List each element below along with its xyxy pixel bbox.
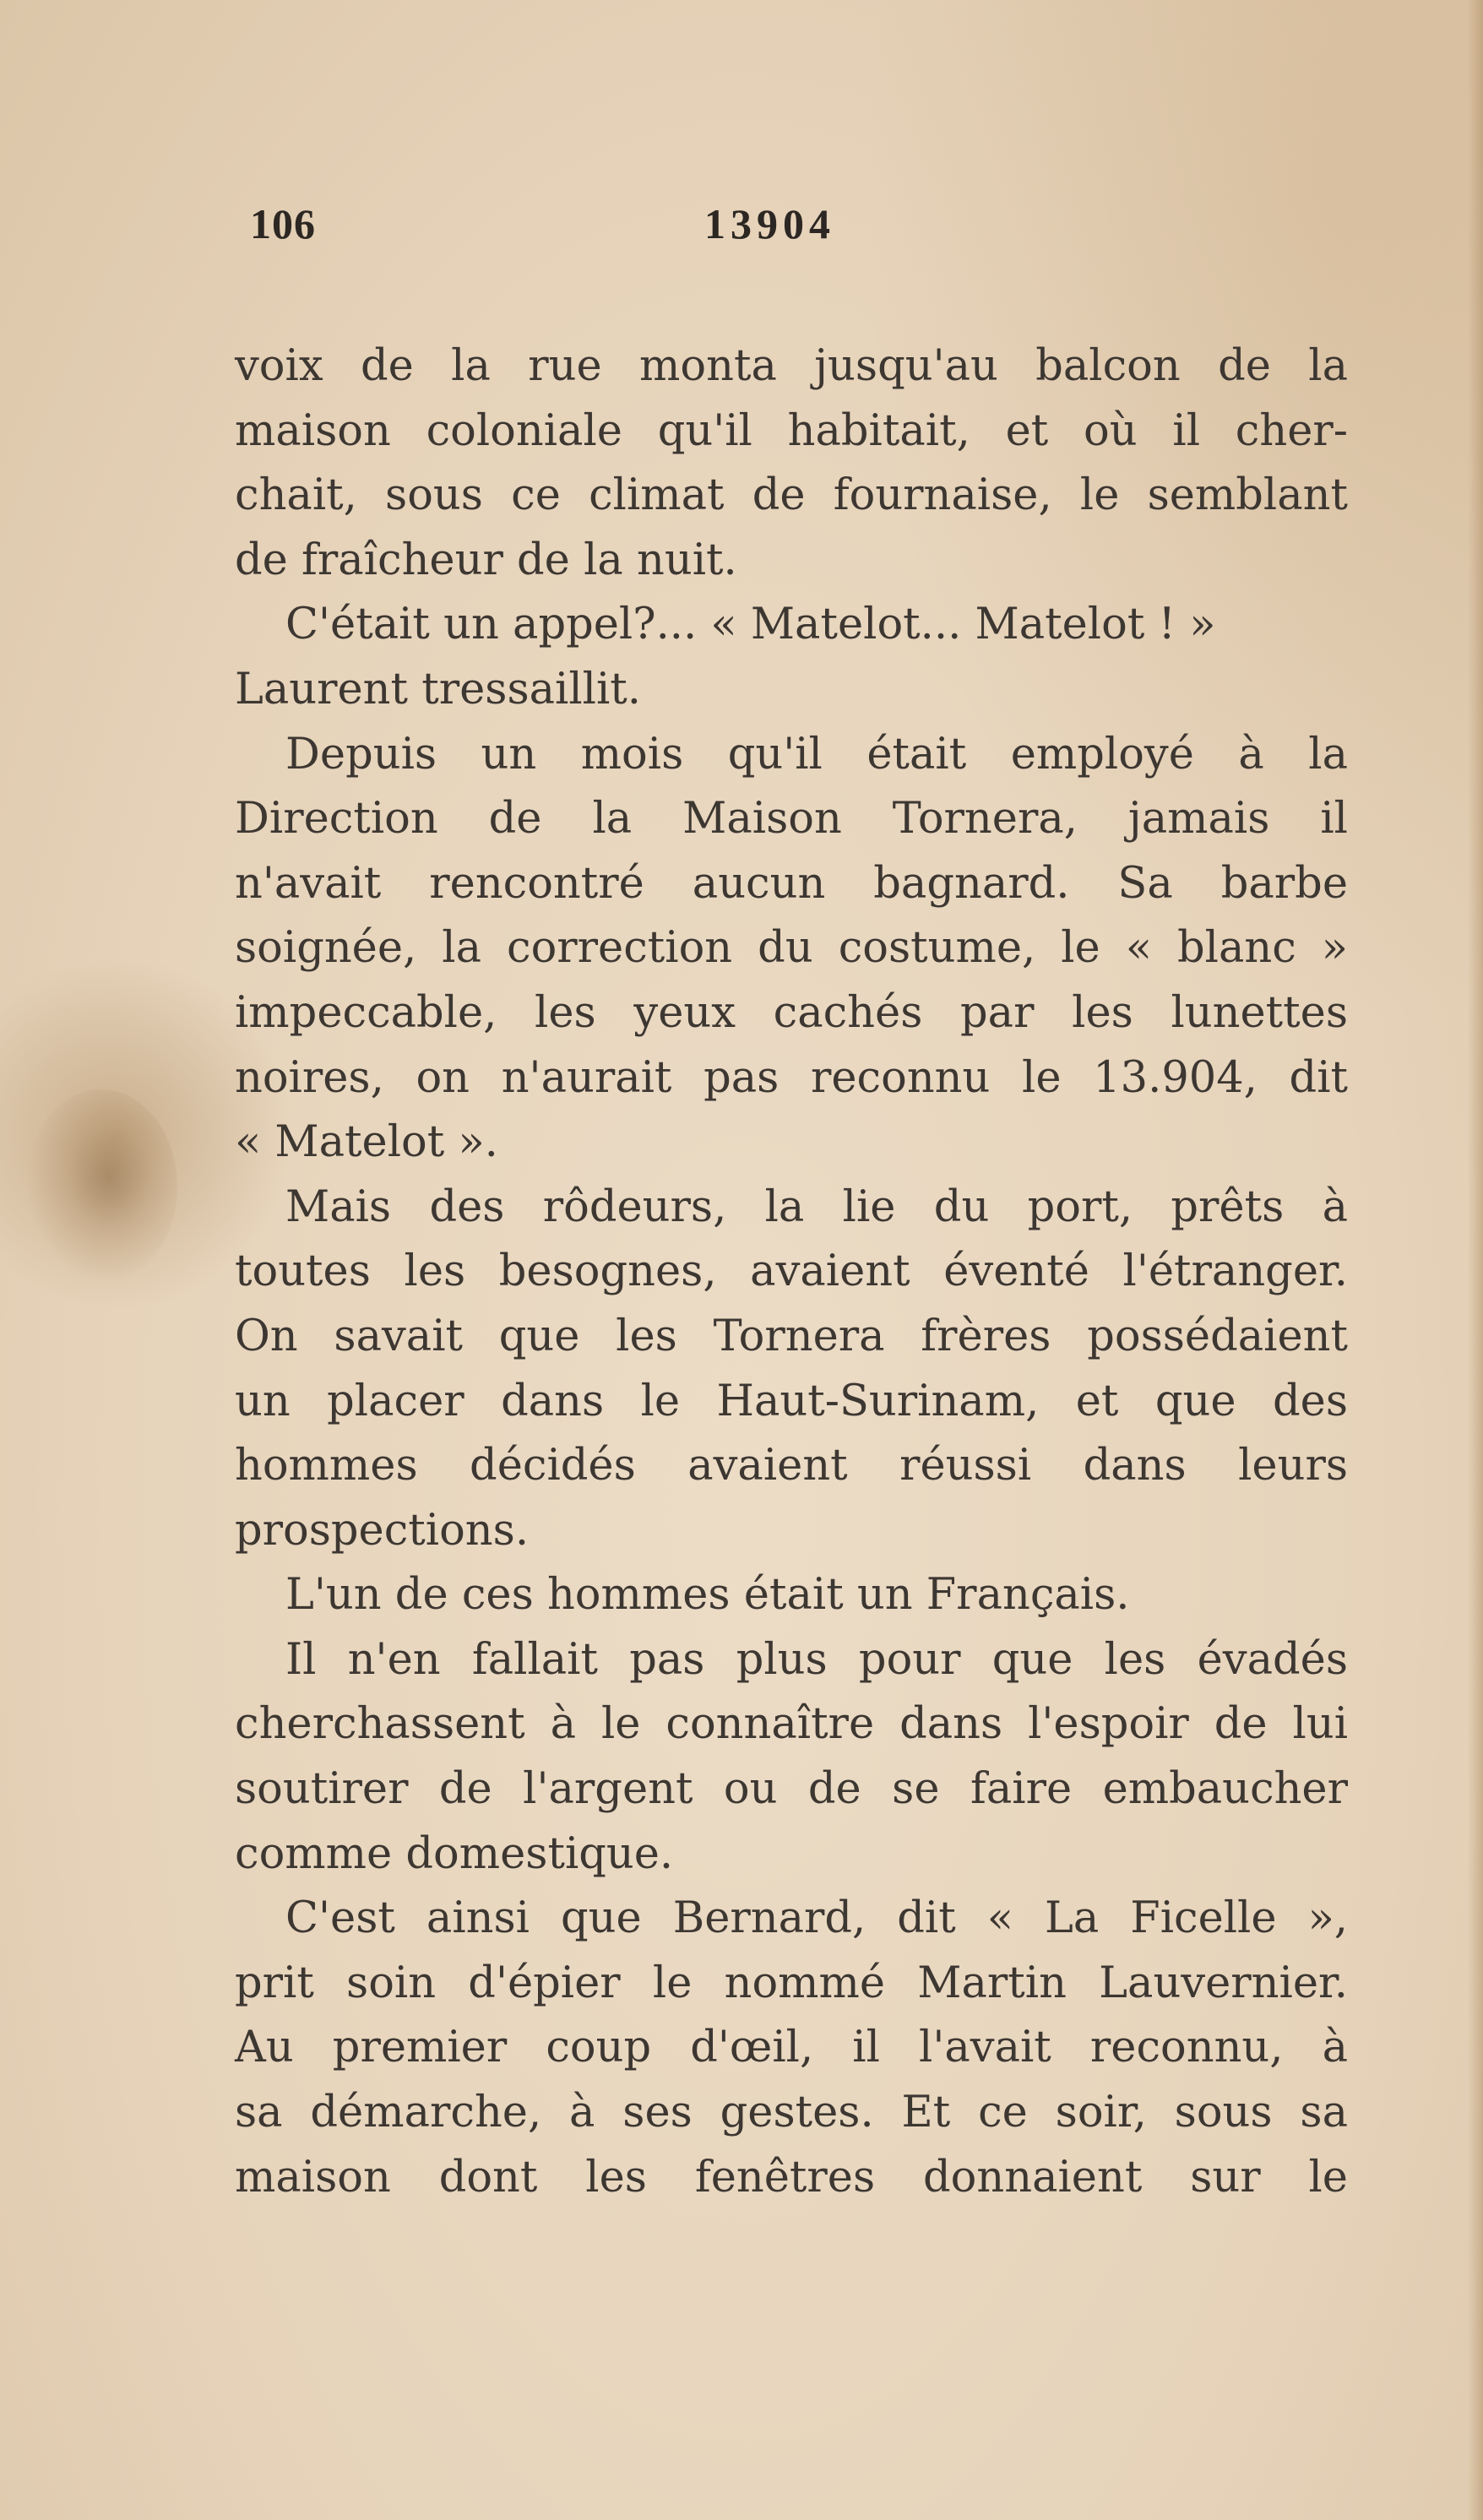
text-line: chait, sous ce climat de fournaise, le semblant — [235, 470, 1348, 521]
text-line: noires, on n'aurait pas reconnu le 13.904, dit — [235, 1052, 1348, 1103]
text-line: impeccable, les yeux cachés par les lunettes — [235, 987, 1348, 1038]
text-line: On savait que les Tornera frères possédaient — [235, 1311, 1348, 1361]
text-line: comme domestique. — [235, 1828, 674, 1879]
body-text — [235, 334, 1348, 2210]
paper-stain — [25, 1089, 177, 1284]
text-line: « Matelot ». — [235, 1117, 498, 1168]
text-line: L'un de ces hommes était un Français. — [285, 1570, 1130, 1621]
text-line: maison dont les fenêtres donnaient sur le — [235, 2152, 1348, 2202]
text-line: Mais des rôdeurs, la lie du port, prêts à — [285, 1181, 1348, 1232]
text-line: Depuis un mois qu'il était employé à la — [285, 729, 1348, 779]
text-line: un placer dans le Haut-Surinam, et que des — [235, 1376, 1348, 1426]
text-line: n'avait rencontré aucun bagnard. Sa barbe — [235, 858, 1348, 909]
text-line: Laurent tressaillit. — [235, 664, 641, 714]
text-line: voix de la rue monta jusqu'au balcon de la — [235, 341, 1348, 391]
text-line: soutirer de l'argent ou de se faire embaucher — [235, 1764, 1348, 1815]
text-line: Au premier coup d'œil, il l'avait reconnu, à — [235, 2023, 1348, 2073]
page-header — [250, 199, 1280, 258]
text-line: prit soin d'épier le nommé Martin Lauvernier. — [235, 1958, 1348, 2008]
text-line: Direction de la Maison Tornera, jamais il — [235, 794, 1348, 845]
text-line: C'était un appel?... « Matelot... Matelot ! » — [285, 600, 1216, 650]
text-line: soignée, la correction du costume, le « blanc » — [235, 923, 1348, 974]
text-line: sa démarche, à ses gestes. Et ce soir, sous sa — [235, 2088, 1348, 2138]
text-line: Il n'en fallait pas plus pour que les évadés — [285, 1634, 1348, 1685]
text-line: maison coloniale qu'il habitait, et où il cher- — [235, 405, 1348, 456]
text-line: prospections. — [235, 1505, 530, 1556]
page-number: 106 — [250, 200, 316, 247]
page-edge — [1468, 0, 1483, 2520]
text-line: de fraîcheur de la nuit. — [235, 535, 737, 585]
text-line: toutes les besognes, avaient éventé l'étranger. — [235, 1246, 1348, 1297]
running-head: 13904 — [704, 200, 835, 247]
text-line: C'est ainsi que Bernard, dit « La Ficelle », — [285, 1893, 1348, 1944]
text-line: cherchassent à le connaître dans l'espoir de lui — [235, 1699, 1348, 1750]
text-line: hommes décidés avaient réussi dans leurs — [235, 1441, 1348, 1491]
